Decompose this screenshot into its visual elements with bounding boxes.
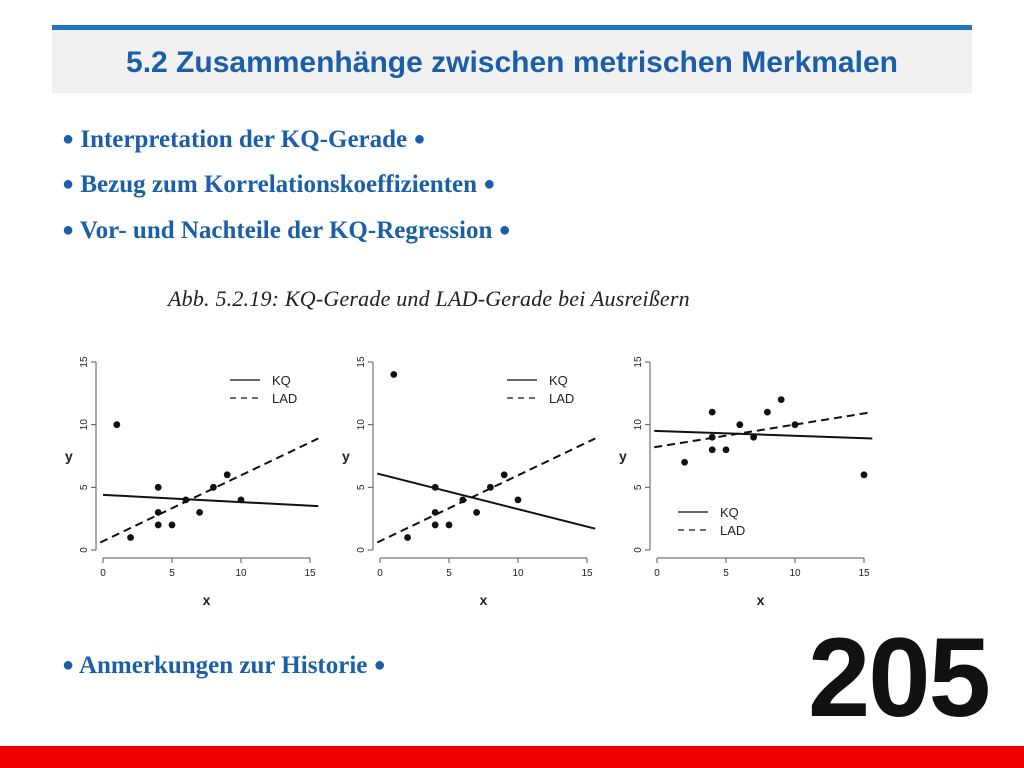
y-axis-label: y (619, 448, 627, 464)
scatter-chart-right (614, 350, 874, 610)
x-tick-label: 5 (723, 568, 729, 579)
data-point (432, 509, 439, 516)
x-tick-label: 15 (858, 568, 870, 579)
page-title: 5.2 Zusammenhänge zwischen metrischen Merkmalen (126, 46, 898, 79)
data-point (155, 509, 162, 516)
data-point (432, 484, 439, 491)
title-bar (52, 30, 972, 93)
bullet-marker: ● (483, 173, 496, 195)
data-point (750, 434, 757, 441)
y-tick-label: 10 (633, 419, 644, 431)
bullet-item (62, 171, 495, 199)
kq-line (377, 474, 595, 529)
bullet-item (62, 217, 511, 245)
bullet-text: Interpretation der KQ-Gerade (80, 126, 408, 153)
lad-line (654, 412, 872, 447)
data-point (169, 522, 176, 529)
data-point (473, 509, 480, 516)
x-tick-label: 10 (512, 568, 524, 579)
x-tick-label: 0 (100, 568, 106, 579)
kq-line (103, 495, 318, 506)
data-point (446, 522, 453, 529)
data-point (404, 534, 411, 541)
y-tick-label: 0 (633, 547, 644, 553)
data-point (238, 496, 245, 503)
y-tick-label: 15 (633, 356, 644, 368)
bullet-marker: ● (62, 128, 75, 150)
kq-line (654, 431, 872, 439)
data-point (224, 471, 231, 478)
y-tick-label: 5 (79, 484, 90, 491)
x-tick-label: 5 (446, 568, 452, 579)
x-axis-label: x (756, 592, 765, 608)
legend-label: KQ (549, 373, 568, 388)
y-tick-label: 5 (356, 484, 367, 491)
x-tick-label: 15 (581, 568, 593, 579)
lad-line (377, 438, 595, 542)
data-point (681, 459, 688, 466)
data-point (778, 396, 785, 403)
data-point (155, 522, 162, 529)
data-point (861, 471, 868, 478)
x-tick-label: 10 (235, 568, 247, 579)
data-point (155, 484, 162, 491)
page-number: 205 (808, 615, 989, 740)
lad-line (100, 438, 318, 542)
figure-caption: Abb. 5.2.19: KQ-Gerade und LAD-Gerade bei Ausreißern (168, 286, 690, 311)
data-point (182, 496, 189, 503)
legend-label: LAD (720, 523, 746, 538)
y-axis-label: y (65, 448, 73, 464)
x-tick-label: 15 (304, 568, 316, 579)
bullet-marker: ● (62, 219, 75, 241)
y-tick-label: 10 (356, 419, 367, 431)
data-point (736, 421, 743, 428)
legend-label: LAD (272, 391, 298, 406)
data-point (196, 509, 203, 516)
data-point (515, 496, 522, 503)
scatter-chart-middle (337, 350, 597, 610)
bullet-marker: ● (373, 654, 386, 676)
bullet-item (62, 126, 425, 154)
data-point (709, 434, 716, 441)
data-point (432, 522, 439, 529)
data-point (501, 471, 508, 478)
data-point (113, 421, 120, 428)
data-point (487, 484, 494, 491)
data-point (764, 409, 771, 416)
bullet-text: Anmerkungen zur Historie (78, 652, 368, 679)
data-point (127, 534, 134, 541)
bullet-item (62, 652, 386, 680)
bullet-marker: ● (498, 219, 511, 241)
data-point (792, 421, 799, 428)
data-point (390, 371, 397, 378)
bottom-bar (0, 746, 1024, 768)
data-point (210, 484, 217, 491)
legend-label: KQ (720, 505, 739, 520)
bullet-text: Vor- und Nachteile der KQ-Regression (79, 217, 493, 244)
y-tick-label: 15 (79, 356, 90, 368)
bullet-text: Bezug zum Korrelationskoeffizienten (80, 171, 478, 198)
y-tick-label: 0 (79, 547, 90, 553)
data-point (723, 446, 730, 453)
y-tick-label: 15 (356, 356, 367, 368)
legend-label: LAD (549, 391, 575, 406)
x-axis-label: x (479, 592, 488, 608)
y-tick-label: 10 (79, 419, 90, 431)
x-tick-label: 0 (654, 568, 660, 579)
bullet-marker: ● (62, 654, 75, 676)
bullet-marker: ● (62, 173, 75, 195)
x-tick-label: 10 (789, 568, 801, 579)
y-tick-label: 0 (356, 547, 367, 553)
x-axis-label: x (202, 592, 211, 608)
data-point (709, 446, 716, 453)
y-axis-label: y (342, 448, 350, 464)
scatter-chart-left (60, 350, 320, 610)
legend-label: KQ (272, 373, 291, 388)
y-tick-label: 5 (633, 484, 644, 491)
x-tick-label: 5 (169, 568, 175, 579)
data-point (709, 409, 716, 416)
bullet-marker: ● (413, 128, 426, 150)
x-tick-label: 0 (377, 568, 383, 579)
data-point (459, 496, 466, 503)
